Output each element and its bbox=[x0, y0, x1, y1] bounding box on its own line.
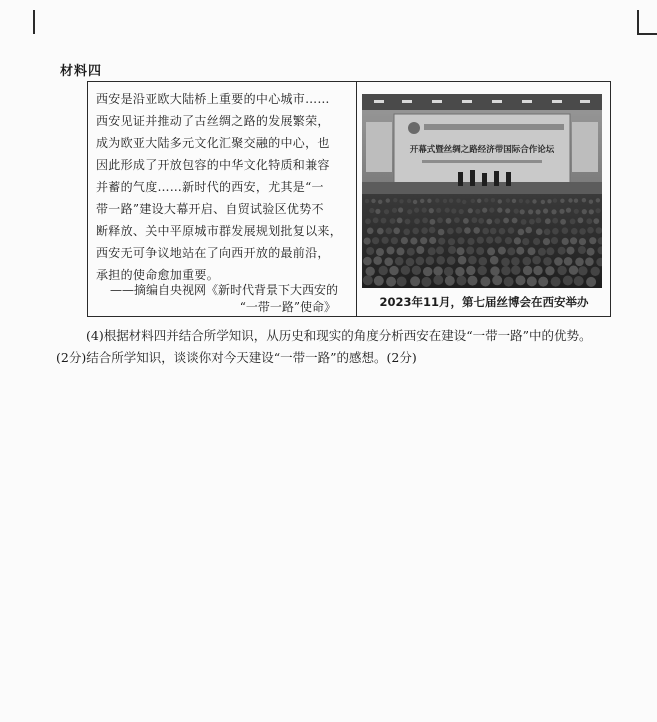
audience-head bbox=[367, 228, 374, 235]
audience-head bbox=[490, 256, 499, 265]
quote-line: 因此形成了开放包容的中华文化特质和兼容 bbox=[96, 158, 330, 172]
box-divider bbox=[356, 82, 357, 316]
audience-head bbox=[566, 208, 571, 213]
audience-head bbox=[579, 228, 586, 235]
audience-head bbox=[407, 248, 415, 256]
audience-head bbox=[499, 228, 506, 235]
audience-head bbox=[562, 238, 569, 245]
audience-head bbox=[365, 199, 369, 203]
audience-head bbox=[525, 227, 532, 234]
audience-head bbox=[543, 208, 548, 213]
audience-head bbox=[454, 217, 460, 223]
source-line: ——摘编自央视网《新时代背景下大西安的 bbox=[110, 283, 339, 297]
audience-head bbox=[421, 227, 428, 234]
audience-head bbox=[574, 276, 584, 286]
audience-head bbox=[533, 238, 540, 245]
audience-head bbox=[407, 209, 412, 214]
audience-head bbox=[428, 247, 436, 255]
audience-head bbox=[363, 257, 372, 266]
audience-head bbox=[427, 199, 431, 203]
audience-head bbox=[512, 199, 516, 203]
source-line: “一带一路”使命》 bbox=[239, 300, 336, 314]
audience-head bbox=[512, 218, 518, 224]
quote-line: 断释放、关中平原城市群发展规划批复以来， bbox=[96, 224, 343, 238]
audience-head bbox=[473, 227, 480, 234]
audience-head bbox=[426, 256, 435, 265]
crop-mark-right-horizontal bbox=[637, 33, 657, 35]
audience-head bbox=[429, 237, 436, 244]
audience-head bbox=[364, 238, 371, 245]
audience-head bbox=[545, 266, 554, 275]
audience-head bbox=[563, 276, 573, 286]
audience-head bbox=[401, 237, 408, 244]
audience-head bbox=[395, 257, 404, 266]
audience-head bbox=[492, 275, 502, 285]
audience-head bbox=[501, 258, 510, 267]
audience-head bbox=[532, 256, 541, 265]
audience-head bbox=[596, 208, 601, 213]
audience-head bbox=[467, 238, 474, 245]
audience-head bbox=[389, 266, 398, 275]
audience-head bbox=[448, 238, 455, 245]
audience-head bbox=[560, 199, 564, 203]
audience-head bbox=[477, 199, 481, 203]
audience-head bbox=[532, 199, 536, 203]
audience-head bbox=[596, 198, 600, 202]
audience-head bbox=[468, 208, 473, 213]
audience-head bbox=[377, 228, 384, 235]
audience-head bbox=[366, 247, 374, 255]
quote-line: 西安见证并推动了古丝绸之路的发展繁荣， bbox=[96, 114, 330, 128]
quote-line: 西安是沿亚欧大陆桥上重要的中心城市…… bbox=[96, 92, 330, 106]
audience-head bbox=[468, 256, 477, 265]
audience-head bbox=[429, 208, 434, 213]
audience-head bbox=[379, 266, 388, 275]
audience-head bbox=[578, 266, 587, 275]
audience-head bbox=[558, 247, 566, 255]
audience-head bbox=[551, 237, 558, 244]
audience-head bbox=[373, 256, 382, 265]
audience-head bbox=[570, 219, 576, 225]
audience-head bbox=[477, 237, 484, 244]
audience-head bbox=[536, 228, 543, 235]
audience-head bbox=[528, 209, 533, 214]
audience-head bbox=[585, 257, 594, 266]
audience-head bbox=[366, 267, 375, 276]
audience-head bbox=[546, 247, 554, 255]
audience-head bbox=[507, 247, 515, 255]
audience-head bbox=[523, 266, 532, 275]
audience-head bbox=[553, 198, 557, 202]
audience-head bbox=[471, 199, 475, 203]
audience-head bbox=[486, 237, 493, 244]
audience-head bbox=[446, 218, 452, 224]
audience-head bbox=[536, 218, 542, 224]
audience-head bbox=[582, 209, 587, 214]
audience-head bbox=[416, 257, 425, 266]
forum-photo-drawing bbox=[362, 94, 602, 288]
audience-head bbox=[436, 246, 444, 254]
audience-head bbox=[505, 208, 510, 213]
audience-head bbox=[443, 199, 447, 203]
audience-head bbox=[575, 258, 584, 267]
audience-head bbox=[445, 208, 450, 213]
audience-head bbox=[436, 256, 445, 265]
audience-head bbox=[414, 208, 419, 213]
audience-head bbox=[444, 267, 453, 276]
audience-head bbox=[589, 200, 593, 204]
audience-head bbox=[528, 247, 536, 255]
audience-head bbox=[596, 227, 602, 234]
audience-head bbox=[421, 277, 431, 287]
audience-head bbox=[433, 266, 442, 275]
audience-head bbox=[519, 199, 523, 203]
audience-head bbox=[386, 198, 390, 202]
audience-head bbox=[456, 227, 463, 234]
audience-head bbox=[521, 219, 527, 225]
audience-head bbox=[384, 257, 393, 266]
audience-head bbox=[413, 200, 417, 204]
audience-head bbox=[422, 218, 428, 224]
audience-head bbox=[462, 200, 466, 204]
audience-head bbox=[514, 237, 521, 244]
audience-head bbox=[551, 277, 561, 287]
audience-head bbox=[399, 199, 403, 203]
quote-line: 承担的使命愈加重要。 bbox=[96, 268, 220, 282]
audience-head bbox=[437, 217, 443, 223]
audience-head bbox=[520, 209, 525, 214]
audience-head bbox=[586, 218, 592, 224]
audience-head bbox=[438, 229, 445, 236]
audience-head bbox=[398, 207, 403, 212]
audience-head bbox=[371, 199, 375, 203]
audience-head bbox=[478, 218, 484, 224]
question-line: (2分)结合所学知识，谈谈你对今天建设“一带一路”的感想。(2分) bbox=[56, 350, 417, 365]
audience-head bbox=[552, 228, 559, 235]
audience-head bbox=[430, 219, 436, 225]
audience-head bbox=[529, 219, 535, 225]
crop-mark-left bbox=[33, 10, 35, 34]
audience-head bbox=[369, 208, 374, 213]
audience-head bbox=[508, 227, 515, 234]
audience-head bbox=[458, 256, 467, 265]
audience-head bbox=[579, 238, 586, 245]
audience-head bbox=[387, 247, 395, 255]
audience-head bbox=[571, 228, 578, 235]
audience-head bbox=[410, 237, 417, 244]
quote-line: 并蓄的气度……新时代的西安，尤其是“一 bbox=[96, 180, 324, 194]
audience-head bbox=[495, 236, 502, 243]
audience-head bbox=[484, 198, 488, 202]
audience-head bbox=[562, 227, 569, 234]
photo-banner: 开幕式暨丝绸之路经济带国际合作论坛 bbox=[409, 145, 555, 155]
audience-head bbox=[381, 218, 387, 224]
quote-text bbox=[96, 88, 350, 286]
audience-head bbox=[456, 199, 460, 203]
audience-head bbox=[405, 219, 411, 225]
audience-head bbox=[511, 257, 520, 266]
audience-head bbox=[589, 237, 596, 244]
photo-caption: 2023年11月，第七届丝博会在西安举办 bbox=[379, 295, 589, 309]
audience-head bbox=[448, 246, 456, 254]
audience-head bbox=[459, 209, 464, 214]
audience-head bbox=[390, 218, 396, 224]
audience-head bbox=[420, 237, 427, 244]
audience-head bbox=[436, 208, 441, 213]
audience-head bbox=[397, 247, 405, 255]
audience-head bbox=[410, 276, 420, 286]
audience-head bbox=[568, 198, 572, 202]
audience-head bbox=[406, 258, 415, 267]
audience-head bbox=[412, 266, 421, 275]
audience-head bbox=[516, 247, 524, 255]
material-box bbox=[87, 81, 611, 317]
quote-line: 西安无可争议地站在了向西开放的最前沿， bbox=[96, 246, 330, 260]
audience-head bbox=[478, 266, 487, 275]
audience-head bbox=[570, 237, 577, 244]
audience-head bbox=[538, 248, 546, 256]
quote-line: 带一路”建设大幕开启、自贸试验区优势不 bbox=[96, 202, 324, 216]
audience-head bbox=[433, 275, 443, 285]
crop-mark-right bbox=[637, 10, 639, 34]
audience-head bbox=[506, 198, 510, 202]
audience-head bbox=[382, 237, 389, 244]
audience-head bbox=[489, 208, 494, 213]
audience-head bbox=[375, 209, 380, 214]
audience-head bbox=[559, 209, 564, 214]
audience-head bbox=[472, 217, 478, 223]
audience-head bbox=[557, 266, 566, 275]
audience-head bbox=[574, 209, 579, 214]
audience-head bbox=[560, 219, 566, 225]
audience-head bbox=[554, 257, 563, 266]
audience-head bbox=[384, 209, 389, 214]
audience-head bbox=[464, 227, 471, 234]
audience-head bbox=[569, 266, 578, 275]
audience-head bbox=[538, 277, 548, 287]
quote-source bbox=[96, 282, 350, 316]
audience-head bbox=[490, 228, 497, 235]
audience-head bbox=[522, 238, 529, 245]
audience-head bbox=[397, 277, 407, 287]
audience-head bbox=[407, 199, 411, 203]
audience-head bbox=[491, 198, 495, 202]
question-line: (4)根据材料四并结合所学知识，从历史和现实的角度分析西安在建设“一带一路”中的优势。 bbox=[86, 328, 592, 343]
audience-head bbox=[587, 227, 594, 234]
audience-head bbox=[376, 248, 384, 256]
audience-head bbox=[504, 277, 514, 287]
audience-head bbox=[457, 276, 467, 286]
audience-head bbox=[533, 266, 542, 275]
audience-head bbox=[416, 246, 424, 254]
audience-head bbox=[365, 218, 371, 224]
audience-head bbox=[455, 267, 464, 276]
audience-head bbox=[486, 219, 492, 225]
audience-head bbox=[482, 228, 489, 235]
audience-head bbox=[401, 266, 410, 275]
audience-head bbox=[564, 257, 573, 266]
audience-head bbox=[374, 276, 384, 286]
audience-head bbox=[373, 217, 379, 223]
audience-head bbox=[393, 228, 400, 235]
audience-head bbox=[392, 208, 397, 213]
audience-head bbox=[463, 218, 469, 224]
audience-head bbox=[547, 199, 551, 203]
forum-photo bbox=[362, 94, 602, 288]
audience-head bbox=[498, 247, 506, 255]
audience-head bbox=[414, 218, 420, 224]
audience-head bbox=[397, 218, 403, 224]
audience-head bbox=[591, 267, 600, 276]
audience-head bbox=[514, 209, 519, 214]
audience-head bbox=[494, 218, 500, 224]
audience-head bbox=[523, 257, 532, 266]
audience-head bbox=[457, 247, 465, 255]
audience-head bbox=[511, 266, 520, 275]
audience-head bbox=[451, 208, 456, 213]
audience-head bbox=[586, 277, 596, 287]
audience-head bbox=[536, 209, 541, 214]
audience-head bbox=[480, 277, 490, 287]
audience-head bbox=[372, 237, 379, 244]
audience-head bbox=[445, 276, 455, 286]
audience-head bbox=[505, 237, 512, 244]
audience-head bbox=[420, 199, 424, 203]
section-title: 材料四 bbox=[60, 64, 103, 79]
audience-head bbox=[447, 256, 456, 265]
audience-head bbox=[516, 275, 526, 285]
audience-head bbox=[447, 228, 454, 235]
audience-head bbox=[527, 276, 537, 286]
audience-head bbox=[468, 276, 478, 286]
audience-head bbox=[541, 200, 545, 204]
audience-head bbox=[498, 199, 502, 203]
audience-head bbox=[551, 209, 556, 214]
audience-head bbox=[386, 228, 393, 235]
audience-head bbox=[545, 218, 551, 224]
audience-head bbox=[490, 266, 499, 275]
quote-line: 成为欧亚大陆多元文化汇聚交融的中心，也 bbox=[96, 136, 330, 150]
audience-head bbox=[544, 229, 551, 236]
audience-head bbox=[479, 257, 488, 266]
audience-head bbox=[487, 247, 495, 255]
audience-head bbox=[543, 238, 550, 245]
audience-head bbox=[449, 199, 453, 203]
audience-head bbox=[543, 257, 552, 266]
audience-head bbox=[501, 266, 510, 275]
audience-head bbox=[412, 228, 419, 235]
audience-head bbox=[378, 200, 382, 204]
audience-head bbox=[475, 209, 480, 214]
audience-head bbox=[391, 237, 398, 244]
audience-head bbox=[574, 199, 578, 203]
audience-head bbox=[422, 208, 427, 213]
question-4 bbox=[56, 325, 626, 369]
audience-head bbox=[582, 198, 586, 202]
audience-head bbox=[386, 277, 396, 287]
audience-head bbox=[363, 275, 373, 285]
audience-head bbox=[587, 248, 595, 256]
audience-head bbox=[578, 246, 586, 254]
audience-head bbox=[457, 237, 464, 244]
audience-head bbox=[552, 218, 558, 224]
audience-head bbox=[429, 227, 436, 234]
audience-head bbox=[593, 218, 599, 224]
audience-head bbox=[497, 208, 502, 213]
audience-head bbox=[438, 238, 445, 245]
audience-head bbox=[393, 198, 397, 202]
audience-head bbox=[466, 247, 474, 255]
audience-head bbox=[403, 229, 410, 236]
audience-head bbox=[589, 209, 594, 214]
audience-head bbox=[503, 218, 509, 224]
audience-head bbox=[567, 247, 575, 255]
audience-head bbox=[578, 217, 584, 223]
audience-head bbox=[423, 267, 432, 276]
audience-head bbox=[476, 247, 484, 255]
audience-head bbox=[435, 198, 439, 202]
audience-head bbox=[466, 266, 475, 275]
audience-head bbox=[518, 229, 525, 236]
audience-head bbox=[525, 199, 529, 203]
audience-head bbox=[482, 208, 487, 213]
